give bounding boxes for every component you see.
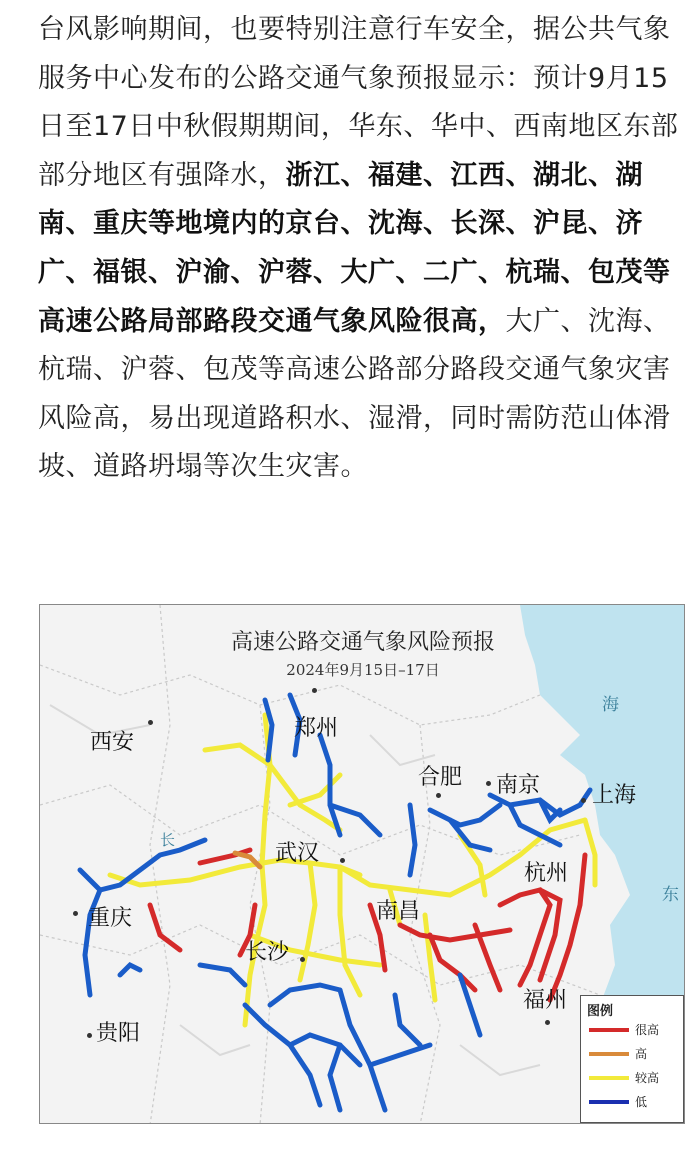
legend-label: 高 xyxy=(635,1047,648,1061)
city-label-chongqing: 重庆 xyxy=(88,906,133,931)
legend-label: 很高 xyxy=(635,1023,660,1037)
legend-item-low xyxy=(589,1092,679,1110)
risk-forecast-map xyxy=(39,604,685,1124)
sea-label-dong: 东 xyxy=(662,885,679,905)
legend-item-very-high xyxy=(589,1020,679,1038)
legend-swatch xyxy=(589,1028,629,1032)
city-label-nanjing: 南京 xyxy=(496,773,541,798)
legend-swatch xyxy=(589,1052,629,1056)
legend-item-high xyxy=(589,1044,679,1062)
city-label-zhengzhou: 郑州 xyxy=(294,716,339,741)
city-marker xyxy=(300,957,305,962)
city-label-hefei: 合肥 xyxy=(418,765,463,790)
city-label-wuhan: 武汉 xyxy=(275,841,320,866)
article-text xyxy=(38,6,686,492)
city-label-xian: 西安 xyxy=(90,730,135,755)
city-marker xyxy=(312,688,317,693)
legend-title: 图例 xyxy=(587,1004,614,1019)
article-bold-highlight: 浙江、福建、江西、湖北、湖南、重庆等地境内的京台、沈海、长深、沪昆、济广、福银、沪渝、沪蓉、大广、二广、杭瑞、包茂等高速公路局部路段交通气象风险很高， xyxy=(38,159,671,337)
city-marker xyxy=(545,1020,550,1025)
city-marker xyxy=(87,1033,92,1038)
city-label-hangzhou: 杭州 xyxy=(524,861,569,886)
city-marker xyxy=(340,858,345,863)
city-marker xyxy=(486,781,491,786)
map-legend xyxy=(580,995,684,1123)
city-label-fuzhou: 福州 xyxy=(523,988,568,1013)
city-marker xyxy=(436,793,441,798)
river-label-chang: 长 xyxy=(160,831,176,849)
article-paragraph-start: 台风影响期间，也要特别注意行车安全，据公共气象服务中心发布的公路交通气象预报显示：预计9月15日至17日中秋假期期间，华东、华中、西南地区东部部分地区有强降水， xyxy=(38,14,679,191)
city-label-shanghai: 上海 xyxy=(592,783,637,808)
city-label-nanchang: 南昌 xyxy=(376,899,421,924)
map-subtitle: 2024年9月15日–17日 xyxy=(286,661,440,679)
legend-swatch xyxy=(589,1076,629,1080)
city-marker xyxy=(148,720,153,725)
legend-item-moderate xyxy=(589,1068,679,1086)
legend-label: 较高 xyxy=(635,1071,660,1085)
city-marker xyxy=(581,798,586,803)
legend-swatch xyxy=(589,1100,629,1104)
sea-label-hai: 海 xyxy=(602,695,619,715)
city-label-guiyang: 贵阳 xyxy=(96,1021,141,1046)
city-label-changsha: 长沙 xyxy=(245,940,290,965)
city-marker xyxy=(73,911,78,916)
legend-label: 低 xyxy=(635,1095,648,1109)
article-paragraph-end: 大广、沈海、杭瑞、沪蓉、包茂等高速公路部分路段交通气象灾害风险高，易出现道路积水、湿滑，同时需防范山体滑坡、道路坍塌等次生灾害。 xyxy=(38,305,671,483)
map-title: 高速公路交通气象风险预报 xyxy=(230,630,495,655)
